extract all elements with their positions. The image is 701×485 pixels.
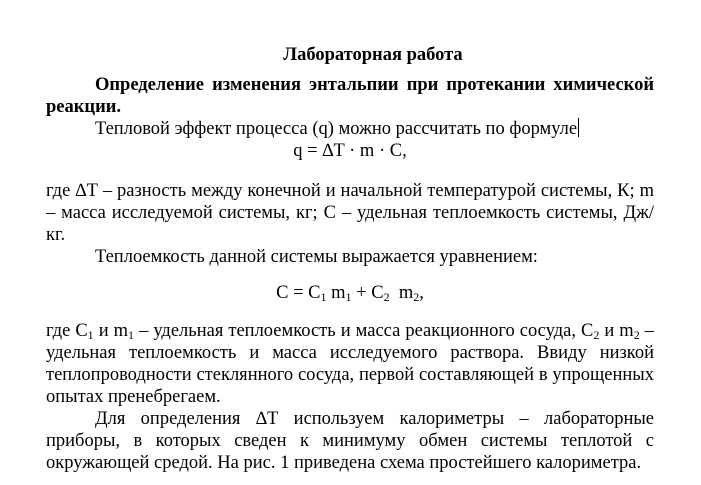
paragraph-intro-text: Тепловой эффект процесса (q) можно рассчитать по формуле	[95, 119, 578, 139]
paragraph-intro	[46, 118, 654, 140]
text-cursor	[578, 118, 579, 137]
paragraph-heat-capacity: Теплоемкость данной системы выражается уравнением:	[95, 247, 538, 267]
formula-capacity: $C = C_1$ $m_1 + C_2$ $m_2$,	[276, 283, 424, 304]
paragraph-variables: где $С_1$ и $m_1$ – удельная теплоемкость и масса реакционного сосуда, $С_2$ и $m_2$ – удельная теплоемкость и масса исследуемого раствора. Ввиду низкой теплопроводности стеклянного сосуда, первой составляющей в упрощенных опытах пренебрегаем.	[46, 321, 654, 407]
formula-heat: q = ∆T · m · C,	[293, 141, 407, 161]
document-page	[46, 44, 654, 474]
paragraph-definitions: где ∆Т – разность между конечной и начальной температурой системы, К; m – масса исследуемой системы, кг; С – удельная теплоемкость системы, Дж/кг.	[46, 181, 654, 245]
section-heading: Определение изменения энтальпии при протекании химической реакции.	[46, 75, 654, 117]
paragraph-calorimeter: Для определения ∆Т используем калориметры – лабораторные приборы, в которых сведен к минимуму обмен системы теплотой с окружающей средой. На рис. 1 приведена схема простейшего калориметра.	[46, 409, 654, 473]
document-title: Лабораторная работа	[283, 45, 463, 65]
